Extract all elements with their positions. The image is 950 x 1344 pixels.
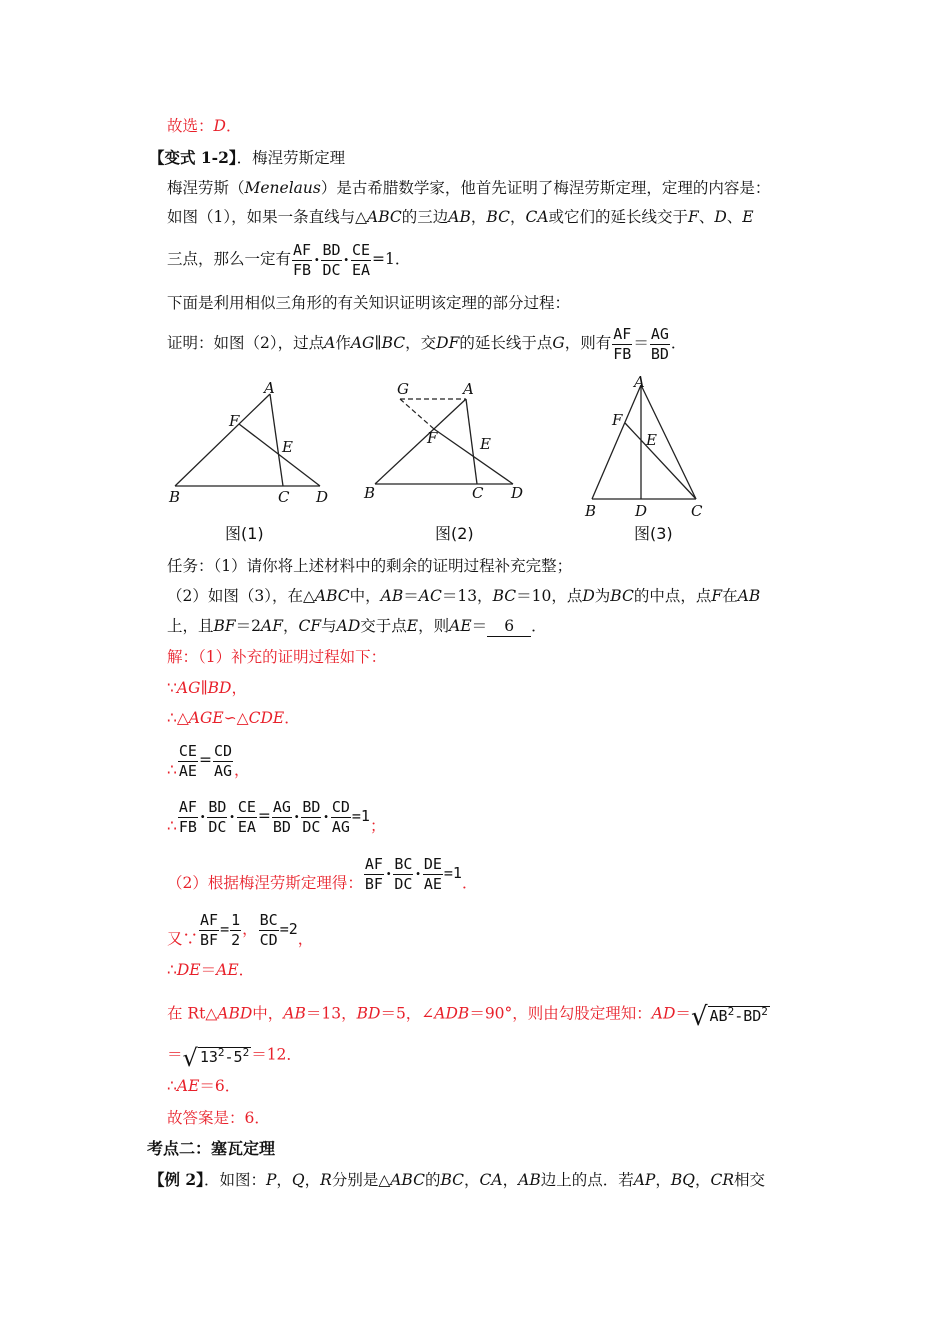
solution-line-7: 又∵ $\frac{AF}{BF}$ = $\frac{1}{2}$ ， $\frac{BC}{CD}$ =2， bbox=[167, 910, 314, 949]
fig2-label-F: F bbox=[427, 429, 438, 447]
fig1-label-E: E bbox=[282, 438, 293, 456]
fig2-label-B: B bbox=[364, 484, 376, 502]
fig3-label-F: F bbox=[612, 411, 623, 429]
fig3-label-C: C bbox=[691, 502, 703, 520]
solution-line-5: ∴ $\frac{AF}{FB}$ · $\frac{BD}{DC}$ · $\frac{CE}{EA}$ = $\frac{AG}{BD}$ · $\frac{BD}{DC}$ · $\frac{CD}{AG}$ =1； bbox=[167, 797, 386, 836]
figure-3 bbox=[575, 373, 715, 523]
sqrt-ab-bd: √ $AB^2-BD^2$ bbox=[690, 1002, 768, 1032]
fig3-label-A: A bbox=[634, 373, 645, 391]
solution-line-3: ∴△AGE∽△CDE． bbox=[167, 709, 300, 727]
intro-line-3: 三点，那么一定有 $\frac{AF}{FB}$ · $\frac{BD}{DC}$ · $\frac{CE}{EA}$ =1． bbox=[167, 240, 411, 279]
fraction-af-fb-2: $\frac{AF}{FB}$ bbox=[613, 324, 632, 363]
fig2-label-G: G bbox=[397, 380, 409, 398]
figure-1 bbox=[165, 376, 345, 511]
fig3-label-D: D bbox=[635, 502, 648, 520]
solution-line-9: 在 Rt△ABD中，AB＝13，BD＝5，∠ADB＝90°，则由勾股定理知：AD＝√ $AB^2-BD^2$ bbox=[167, 994, 770, 1035]
task-line-3: 上，且BF＝2AF，CF与AD交于点E，则AE＝ 6 ． bbox=[167, 617, 547, 635]
figure-2-caption: 图(2) bbox=[435, 524, 474, 543]
fraction-ag-bd: $\frac{AG}{BD}$ bbox=[650, 324, 669, 363]
task-line-2: （2）如图（3），在△ABC中，AB＝AC＝13，BC＝10，点D为BC的中点，点F在AB bbox=[167, 587, 761, 605]
fig3-label-B: B bbox=[585, 502, 597, 520]
solution-line-1: 解：（1）补充的证明过程如下： bbox=[167, 648, 387, 666]
fraction-bd-dc: $\frac{BD}{DC}$ bbox=[322, 240, 341, 279]
fig2-label-C: C bbox=[472, 484, 484, 502]
solution-line-2: ∵AG∥BD， bbox=[167, 679, 247, 697]
fraction-af-fb: $\frac{AF}{FB}$ bbox=[293, 240, 312, 279]
variant-heading: 【变式 1-2】．梅涅劳斯定理 bbox=[149, 148, 346, 167]
fig1-label-F: F bbox=[229, 412, 240, 430]
section-2-title: 考点二：塞瓦定理 bbox=[147, 1139, 276, 1158]
solution-line-4: ∴ $\frac{CE}{AE}$ = $\frac{CD}{AG}$ ， bbox=[167, 741, 250, 780]
intro-line-1: 梅涅劳斯（Menelaus）是古希腊数学家，他首先证明了梅涅劳斯定理，定理的内容是： bbox=[167, 179, 771, 197]
fig1-label-A: A bbox=[264, 379, 275, 397]
intro-line-2: 如图（1），如果一条直线与△ABC的三边AB，BC，CA或它们的延长线交于F、D、E bbox=[167, 208, 754, 226]
fig2-label-A: A bbox=[463, 380, 474, 398]
fig1-label-C: C bbox=[278, 488, 290, 506]
fig2-label-E: E bbox=[480, 435, 491, 453]
solution-line-6: （2）根据梅涅劳斯定理得： $\frac{AF}{BF}$ · $\frac{BC}{DC}$ · $\frac{DE}{AE}$ =1． bbox=[167, 854, 478, 893]
figure-2 bbox=[360, 376, 540, 511]
answer-line: 故选：D． bbox=[167, 117, 242, 135]
task-line-1: 任务：（1）请你将上述材料中的剩余的证明过程补充完整； bbox=[167, 557, 573, 575]
example-2-line: 【例 2】．如图：P，Q，R分别是△ABC的BC，CA，AB边上的点．若AP，BQ，CR相交 bbox=[149, 1170, 766, 1189]
fig1-label-D: D bbox=[316, 488, 329, 506]
intro-line-4: 下面是利用相似三角形的有关知识证明该定理的部分过程： bbox=[167, 294, 571, 312]
figure-1-caption: 图(1) bbox=[225, 524, 264, 543]
fig3-label-E: E bbox=[646, 431, 657, 449]
solution-line-11: ∴AE＝6． bbox=[167, 1077, 241, 1095]
figure-3-caption: 图(3) bbox=[634, 524, 673, 543]
fraction-ce-ea: $\frac{CE}{EA}$ bbox=[351, 240, 371, 279]
fig2-label-D: D bbox=[511, 484, 524, 502]
solution-line-12: 故答案是：6． bbox=[167, 1109, 270, 1127]
sqrt-13-5: √ $13^2-5^2$ bbox=[182, 1044, 250, 1072]
solution-line-10: ＝√ $13^2-5^2 =12$． bbox=[167, 1038, 302, 1073]
variant-tag: 【变式 1-2】 bbox=[149, 148, 237, 167]
proof-line: 证明：如图（2），过点A作AG∥BC，交DF的延长线于点G，则有 $\frac{AF}{FB}$ ＝ $\frac{AG}{BD}$ ． bbox=[167, 324, 687, 363]
fig1-label-B: B bbox=[169, 488, 181, 506]
solution-line-8: ∴DE＝AE． bbox=[167, 961, 255, 979]
answer-blank: 6 bbox=[487, 616, 531, 637]
